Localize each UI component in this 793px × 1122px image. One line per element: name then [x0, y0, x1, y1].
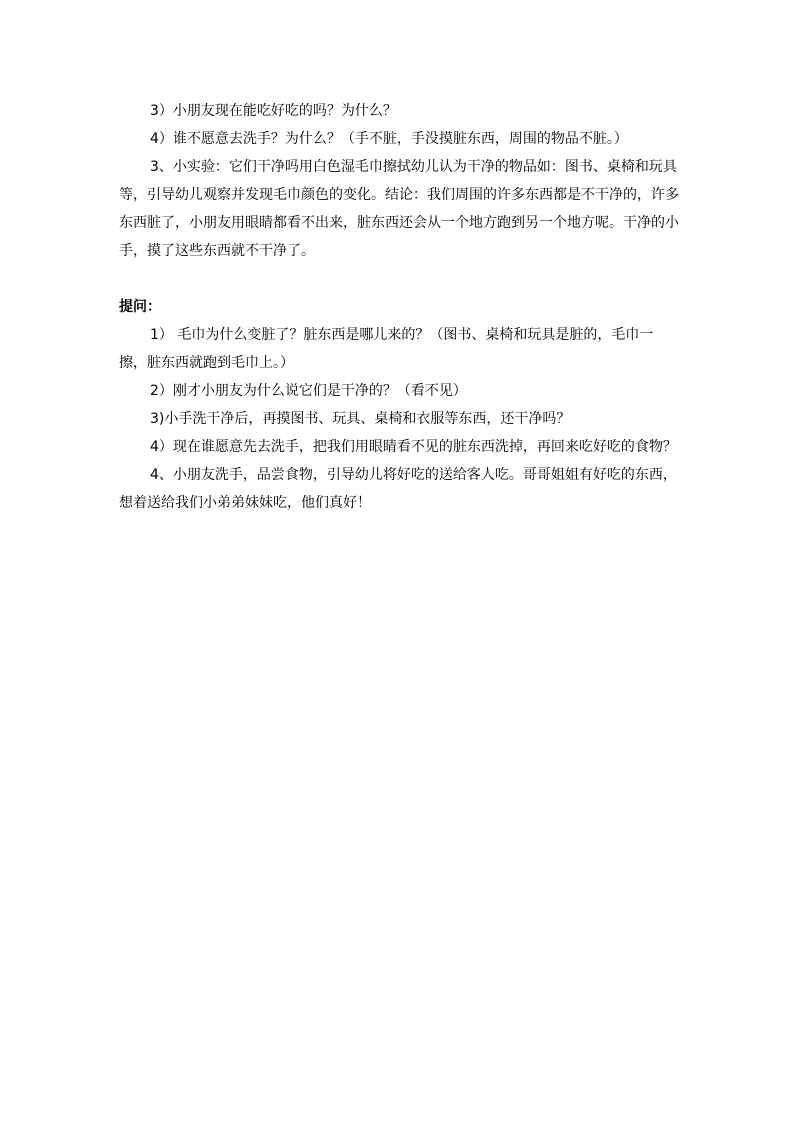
question-item-3: 3)小手洗干净后，再摸图书、玩具、桌椅和衣服等东西，还干净吗？ [150, 411, 571, 427]
questions-heading: 提问： [119, 299, 161, 315]
question-3: 3）小朋友现在能吃好吃的吗？为什么？ [150, 103, 397, 119]
question-item-2: 2）刚才小朋友为什么说它们是干净的？（看不见） [150, 383, 467, 399]
step-4-tasting: 4、小朋友洗手，品尝食物，引导幼儿将好吃的送给客人吃。哥哥姐姐有好吃的东西，想着送给我们小弟弟妹妹吃，他们真好！ [119, 467, 677, 511]
step-3-experiment: 3、小实验：它们干净吗用白色湿毛巾擦拭幼儿认为干净的物品如：图书、桌椅和玩具等，引导幼儿观察并发现毛巾颜色的变化。结论：我们周围的许多东西都是不干净的，许多东西脏了，小朋友用眼睛都看不出来，脏东西还会从一个地方跑到另一个地方呢。干净的小手，摸了这些东西就不干净了。 [119, 159, 679, 259]
question-item-4: 4）现在谁愿意先去洗手，把我们用眼睛看不见的脏东西洗掉，再回来吃好吃的食物？ [150, 439, 677, 455]
question-item-1: 1） 毛巾为什么变脏了？脏东西是哪儿来的？（图书、桌椅和玩具是脏的，毛巾一 擦，脏东西就跑到毛巾上。） [119, 327, 654, 371]
document-body [119, 97, 679, 517]
question-4: 4）谁不愿意去洗手？为什么？（手不脏，手没摸脏东西，周围的物品不脏。） [150, 131, 628, 147]
